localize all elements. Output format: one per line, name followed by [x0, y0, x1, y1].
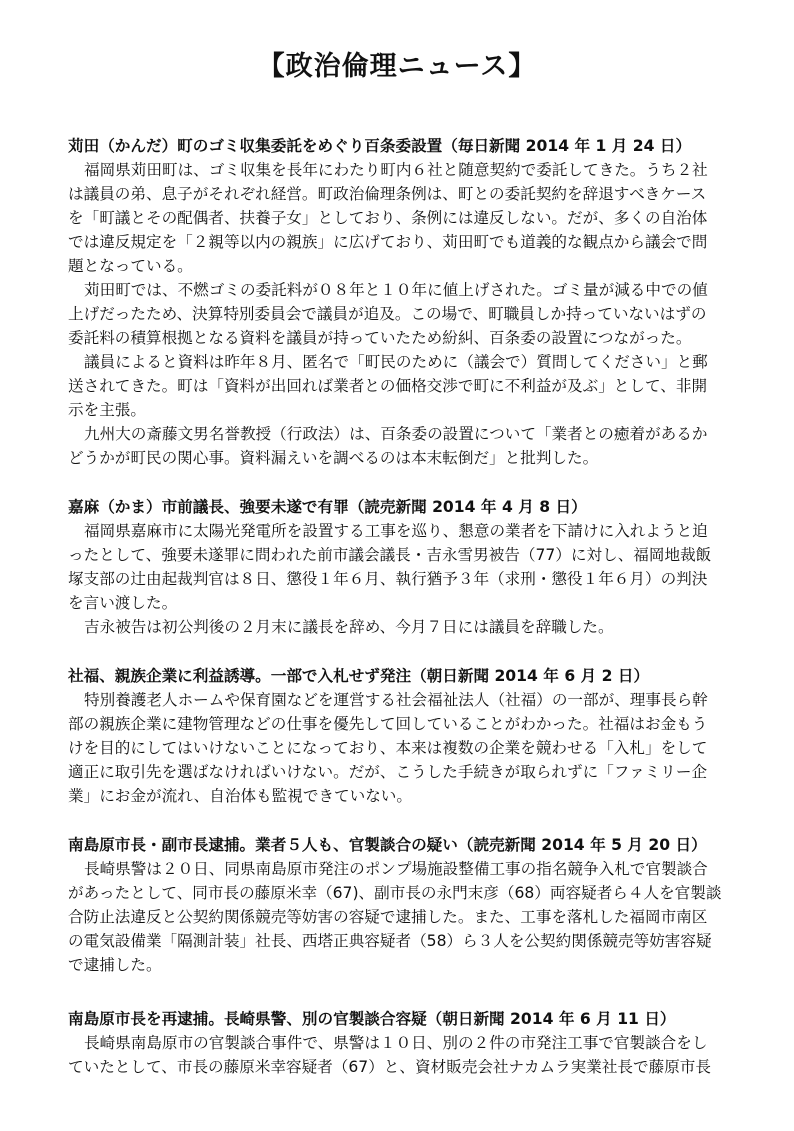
article-paragraph	[68, 422, 728, 470]
article-kanda-garbage	[68, 134, 728, 470]
text-line: 長崎県警は２０日、同県南島原市発注のポンプ場施設整備工事の指名競争入札で官製談合	[84, 860, 708, 878]
article-headline: 南島原市長を再逮捕。長崎県警、別の官製談合容疑（朝日新聞 2014 年 6 月 11 日）	[68, 1010, 676, 1028]
text-line: の電気設備業「隔測計装」社長、西塔正典容疑者（58）ら３人を公契約関係競売等妨害容疑	[68, 932, 712, 950]
article-paragraph	[68, 615, 728, 639]
article-headline: 南島原市長・副市長逮捕。業者５人も、官製談合の疑い（読売新聞 2014 年 5 月 20 日）	[68, 836, 707, 854]
text-line: 苅田町では、不燃ゴミの委託料が０８年と１０年に値上げされた。ゴミ量が減る中での値	[84, 281, 708, 299]
page-title: 【政治倫理ニュース】	[257, 51, 537, 82]
text-line: ったとして、強要未遂罪に問われた前市議会議長・吉永雪男被告（77）に対し、福岡地裁飯	[68, 546, 712, 564]
article-minamishimabara-arrest	[68, 833, 728, 977]
text-line: ていたとして、市長の藤原米幸容疑者（67）と、資材販売会社ナカムラ実業社長で藤原市長	[68, 1058, 711, 1076]
text-line: 合防止法違反と公契約関係競売等妨害の容疑で逮捕した。また、工事を落札した福岡市南区	[68, 908, 708, 926]
text-line: は議員の弟、息子がそれぞれ経営。町政治倫理条例は、町との委託契約を辞退すべきケース	[68, 185, 707, 203]
text-line: けを目的にしてはいけないことになっており、本来は複数の企業を競わせる「入札」をして	[68, 739, 708, 757]
text-line: 福岡県苅田町は、ゴミ収集を長年にわたり町内６社と随意契約で委託してきた。うち２社	[84, 161, 708, 179]
text-line: 長崎県南島原市の官製談合事件で、県警は１０日、別の２件の市発注工事で官製談合をし	[84, 1034, 708, 1052]
article-paragraph	[68, 278, 728, 350]
article-paragraph	[68, 688, 728, 808]
text-line: では違反規定を「２親等以内の親族」に広げており、苅田町でも道義的な観点から議会で問	[68, 233, 708, 251]
article-paragraph	[68, 519, 728, 615]
text-line: 業」にお金が流れ、自治体も監視できていない。	[68, 787, 412, 805]
text-line: どうかが町民の関心事。資料漏えいを調べるのは本末転倒だ」と批判した。	[68, 449, 599, 467]
text-line: で逮捕した。	[68, 956, 162, 974]
text-line: 示を主張。	[68, 401, 146, 419]
text-line: 福岡県嘉麻市に太陽光発電所を設置する工事を巡り、懇意の業者を下請けに入れようと迫	[84, 522, 708, 540]
article-headline: 社福、親族企業に利益誘導。一部で入札せず発注（朝日新聞 2014 年 6 月 2 日）	[68, 667, 650, 685]
article-headline: 苅田（かんだ）町のゴミ収集委託をめぐり百条委設置（毎日新聞 2014 年 1 月 24 日）	[68, 137, 692, 155]
article-paragraph	[68, 158, 728, 278]
text-line: 九州大の斎藤文男名誉教授（行政法）は、百条委の設置について「業者との癒着があるか	[84, 425, 708, 443]
article-headline: 嘉麻（かま）市前議長、強要未遂で有罪（読売新聞 2014 年 4 月 8 日）	[68, 498, 587, 516]
text-line: 題となっている。	[68, 257, 193, 275]
article-paragraph	[68, 857, 728, 977]
text-line: 部の親族企業に建物管理などの仕事を優先して回していることがわかった。社福はお金もう	[68, 715, 708, 733]
text-line: 送されてきた。町は「資料が出回れば業者との価格交渉で町に不利益が及ぶ」として、非開	[68, 377, 708, 395]
article-minamishimabara-rearrest	[68, 1007, 728, 1079]
article-social-welfare	[68, 664, 728, 808]
article-paragraph	[68, 1031, 728, 1079]
article-paragraph	[68, 350, 728, 422]
text-line: 吉永被告は初公判後の２月末に議長を辞め、今月７日には議員を辞職した。	[84, 618, 614, 636]
text-line: 委託料の積算根拠となる資料を議員が持っていたため紛糾、百条委の設置につながった。	[68, 329, 692, 347]
text-line: があったとして、同市長の藤原米幸（67)、副市長の永門末彦（68）両容疑者ら４人を官製談	[68, 884, 722, 902]
text-line: 適正に取引先を選ばなければいけない。だが、こうした手続きが取られずに「ファミリー企	[68, 763, 708, 781]
text-line: を言い渡した。	[68, 594, 178, 612]
text-line: 議員によると資料は昨年８月、匿名で「町民のために（議会で）質問してください」と郵	[84, 353, 708, 371]
text-line: 塚支部の辻由起裁判官は８日、懲役１年６月、執行猶予３年（求刑・懲役１年６月）の判決	[68, 570, 708, 588]
article-kama-chairman	[68, 495, 728, 639]
text-line: を「町議とその配偶者、扶養子女」としており、条例には違反しない。だが、多くの自治体	[68, 209, 708, 227]
text-line: 特別養護老人ホームや保育園などを運営する社会福祉法人（社福）の一部が、理事長ら幹	[84, 691, 708, 709]
text-line: 上げだったため、決算特別委員会で議員が追及。この場で、町職員しか持っていないはずの	[68, 305, 707, 323]
